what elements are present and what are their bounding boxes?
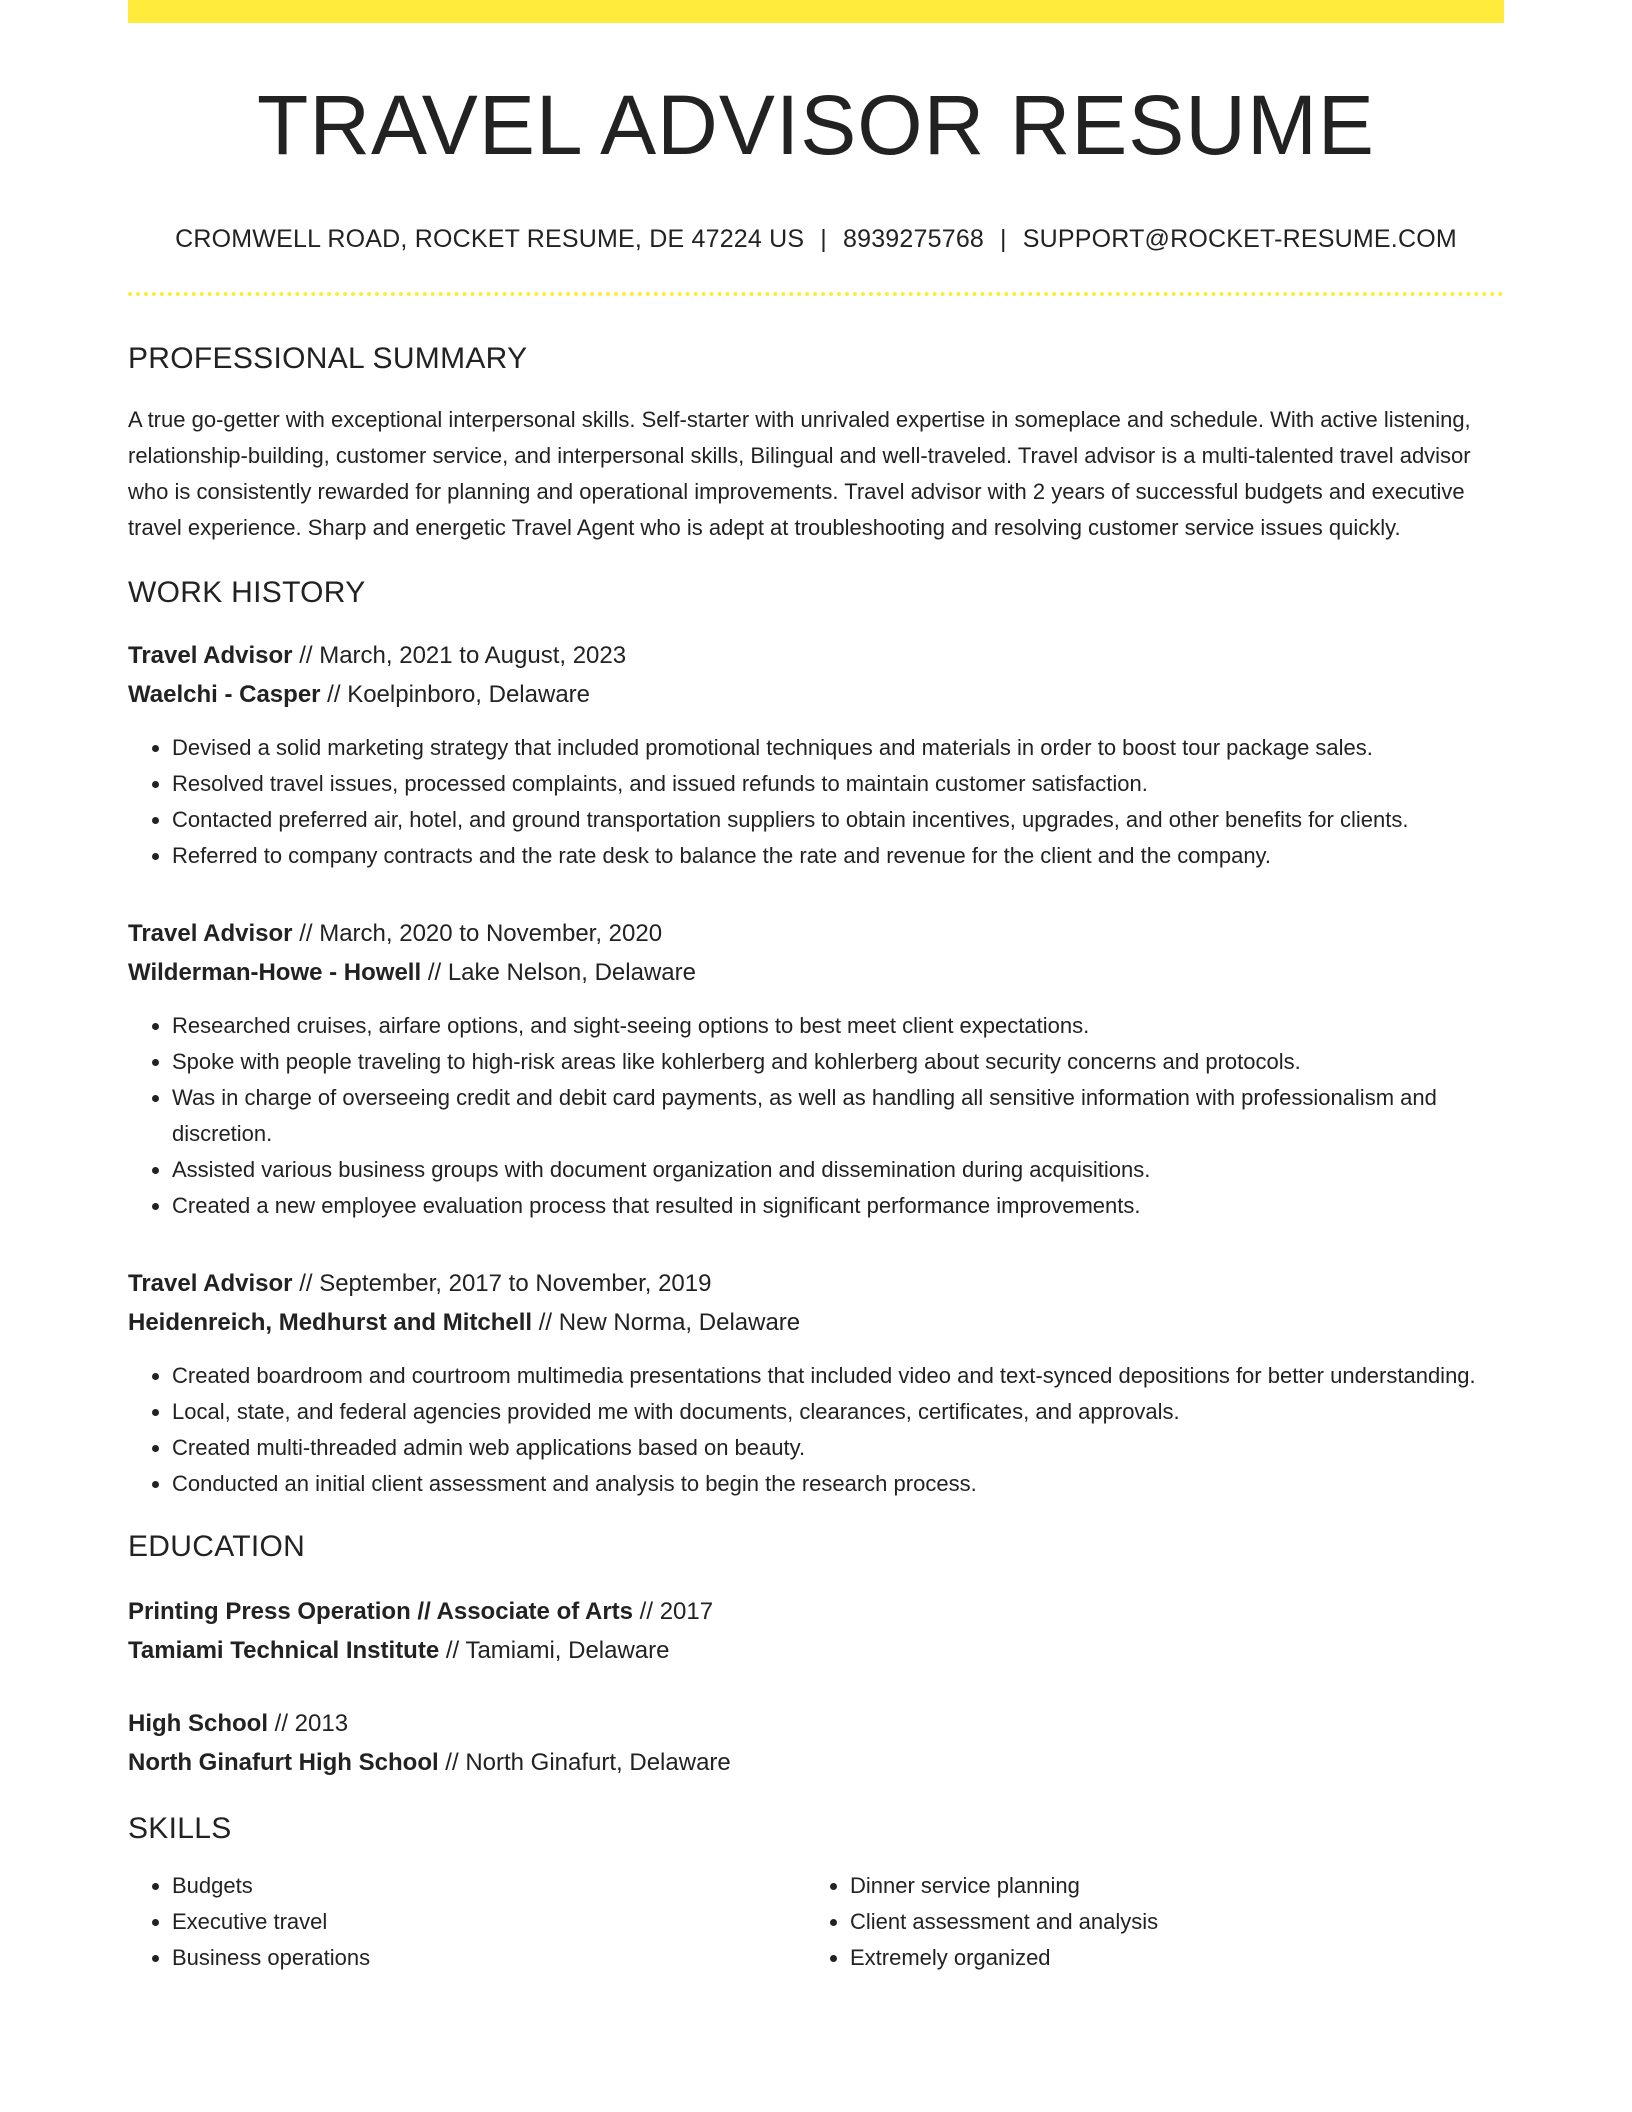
resume-title: TRAVEL ADVISOR RESUME — [257, 78, 1375, 172]
summary-heading: PROFESSIONAL SUMMARY — [128, 342, 528, 375]
job-separator: // — [292, 1270, 320, 1297]
job-bullet: • Local, state, and federal agencies provided me with documents, clearances, certificates, and approvals. — [172, 1394, 1504, 1430]
top-accent-bar — [128, 0, 1504, 23]
school: Tamiami Technical Institute — [128, 1637, 440, 1664]
job-entry — [128, 1264, 1504, 1502]
job-company-line — [128, 1303, 1504, 1342]
job-title: Travel Advisor — [128, 1270, 293, 1297]
school-location: North Ginafurt, Delaware — [465, 1749, 731, 1776]
degree: High School — [128, 1710, 268, 1737]
job-separator: // — [532, 1309, 559, 1336]
job-bullet: • Devised a solid marketing strategy that included promotional techniques and materials in order to boost tour package sales. — [172, 730, 1504, 766]
education-entry — [128, 1704, 1504, 1782]
degree-line — [128, 1592, 1504, 1631]
job-dates: March, 2020 to November, 2020 — [319, 920, 663, 947]
job-bullet: • Created a new employee evaluation process that resulted in significant performance improvements. — [172, 1188, 1504, 1224]
skills-list — [128, 1868, 1504, 1976]
education-entry — [128, 1592, 1504, 1670]
job-company-line — [128, 953, 1504, 992]
summary-text: A true go-getter with exceptional interpersonal skills. Self-starter with unrivaled expertise in someplace and schedule. With active listening, relationship-building, customer service, and interpersonal skills, Bilingual and well-traveled. Travel advisor is a multi-talented travel advisor who is consistently rewarded for planning and operational improvements. Travel advisor with 2 years of successful budgets and executive travel experience. Sharp and energetic Travel Agent who is adept at troubleshooting and resolving customer service issues quickly. — [128, 407, 1471, 540]
job-location: Koelpinboro, Delaware — [347, 681, 590, 708]
job-separator: // — [292, 920, 320, 947]
degree: Printing Press Operation // Associate of Arts — [128, 1598, 634, 1625]
degree-line — [128, 1704, 1504, 1743]
skill-item: • Client assessment and analysis — [850, 1904, 1484, 1940]
job-bullet: • Spoke with people traveling to high-risk areas like kohlerberg and kohlerberg about security concerns and protocols. — [172, 1044, 1504, 1080]
job-bullet: • Contacted preferred air, hotel, and ground transportation suppliers to obtain incentives, upgrades, and other benefits for clients. — [172, 802, 1504, 838]
contact-line — [128, 225, 1504, 254]
job-bullet: • Created multi-threaded admin web applications based on beauty. — [172, 1430, 1504, 1466]
job-bullet: • Conducted an initial client assessment and analysis to begin the research process. — [172, 1466, 1504, 1502]
job-bullet: • Created boardroom and courtroom multimedia presentations that included video and text-synced depositions for better understanding. — [172, 1358, 1504, 1394]
job-bullets — [128, 1008, 1504, 1224]
job-bullet: • Resolved travel issues, processed complaints, and issued refunds to maintain customer satisfaction. — [172, 766, 1504, 802]
school-location: Tamiami, Delaware — [465, 1637, 670, 1664]
edu-separator: // — [633, 1598, 660, 1625]
job-title-line — [128, 636, 1504, 675]
work-history-heading: WORK HISTORY — [128, 576, 366, 609]
job-bullets — [128, 1358, 1504, 1502]
resume-page — [128, 0, 1504, 1976]
job-title: Travel Advisor — [128, 920, 293, 947]
skill-item: • Dinner service planning — [850, 1868, 1484, 1904]
skills-column-right — [806, 1868, 1484, 1976]
school-line — [128, 1631, 1504, 1670]
skill-item: • Extremely organized — [850, 1940, 1484, 1976]
contact-separator: | — [1000, 225, 1007, 253]
skill-item: • Budgets — [172, 1868, 806, 1904]
job-bullet: • Was in charge of overseeing credit and debit card payments, as well as handling all sensitive information with professionalism and discretion. — [172, 1080, 1504, 1152]
job-separator: // — [421, 959, 448, 986]
skill-item: • Business operations — [172, 1940, 806, 1976]
job-separator: // — [292, 642, 320, 669]
education-heading: EDUCATION — [128, 1530, 306, 1563]
contact-phone: 8939275768 — [843, 225, 985, 253]
job-bullet: • Assisted various business groups with document organization and dissemination during acquisitions. — [172, 1152, 1504, 1188]
school-line — [128, 1743, 1504, 1782]
contact-separator: | — [820, 225, 827, 253]
job-location: New Norma, Delaware — [558, 1309, 801, 1336]
job-title-line — [128, 1264, 1504, 1303]
job-company-line — [128, 675, 1504, 714]
edu-year: 2017 — [659, 1598, 714, 1625]
job-dates: September, 2017 to November, 2019 — [319, 1270, 712, 1297]
edu-year: 2013 — [294, 1710, 349, 1737]
job-bullet: • Referred to company contracts and the rate desk to balance the rate and revenue for the client and the company. — [172, 838, 1504, 874]
contact-email: SUPPORT@ROCKET-RESUME.COM — [1022, 225, 1457, 253]
job-bullets — [128, 730, 1504, 874]
job-company: Heidenreich, Medhurst and Mitchell — [128, 1309, 533, 1336]
job-company: Waelchi - Casper — [128, 681, 321, 708]
job-company: Wilderman-Howe - Howell — [128, 959, 422, 986]
job-entry — [128, 636, 1504, 874]
job-title: Travel Advisor — [128, 642, 293, 669]
edu-separator: // — [438, 1749, 466, 1776]
skill-item: • Executive travel — [172, 1904, 806, 1940]
edu-separator: // — [268, 1710, 295, 1737]
job-entry — [128, 914, 1504, 1224]
job-location: Lake Nelson, Delaware — [447, 959, 696, 986]
skills-heading: SKILLS — [128, 1812, 232, 1845]
job-bullet: • Researched cruises, airfare options, and sight-seeing options to best meet client expectations. — [172, 1008, 1504, 1044]
dotted-divider — [128, 292, 1504, 296]
job-dates: March, 2021 to August, 2023 — [319, 642, 627, 669]
edu-separator: // — [439, 1637, 466, 1664]
school: North Ginafurt High School — [128, 1749, 439, 1776]
job-title-line — [128, 914, 1504, 953]
contact-address: CROMWELL ROAD, ROCKET RESUME, DE 47224 US — [175, 225, 805, 253]
skills-column-left — [128, 1868, 806, 1976]
job-separator: // — [320, 681, 348, 708]
